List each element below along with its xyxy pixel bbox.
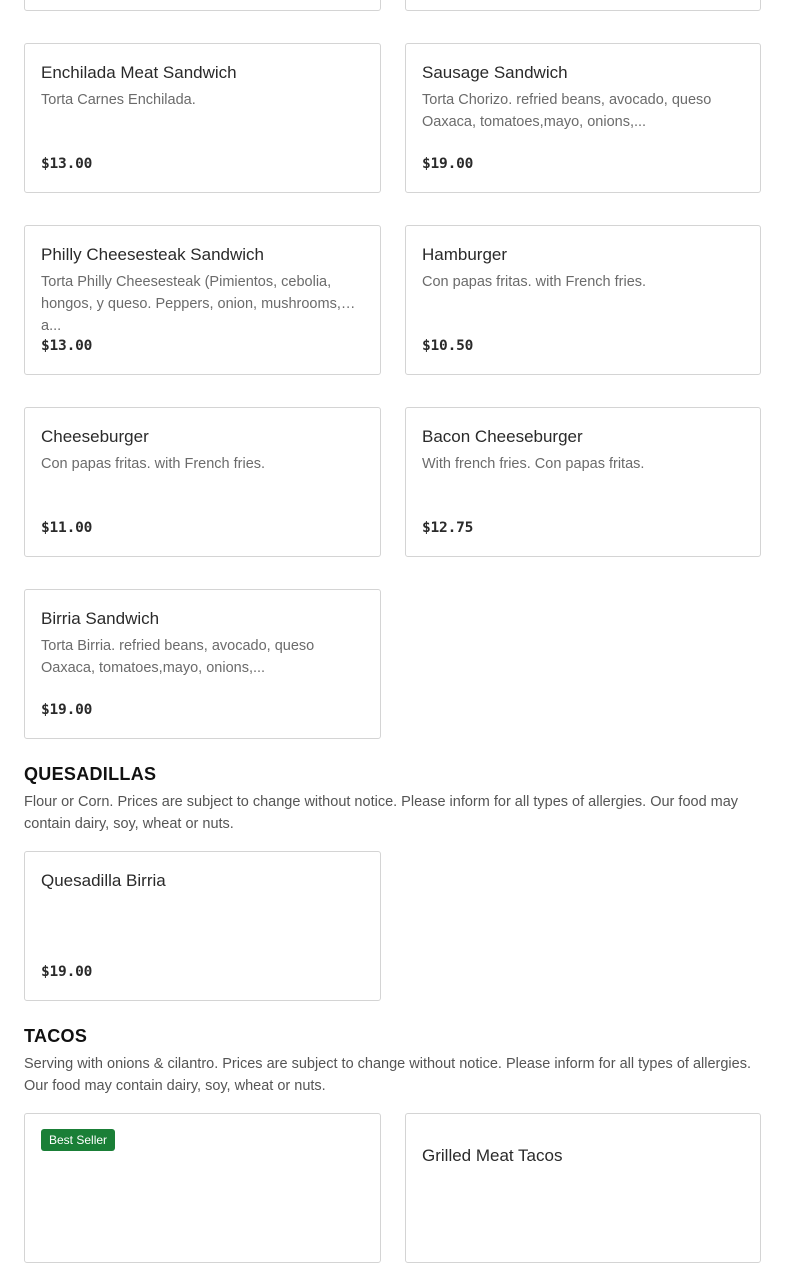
menu-item-price: $10.50 bbox=[422, 338, 474, 354]
menu-item-card[interactable] bbox=[405, 225, 761, 375]
menu-item-price: $13.00 bbox=[41, 338, 93, 354]
menu-item-description: Con papas fritas. with French fries. bbox=[422, 274, 647, 290]
menu-item-description: Torta Philly Cheesesteak (Pimientos, cebolia, hongos, y queso. Peppers, onion, mushrooms, a... bbox=[41, 274, 341, 334]
best-seller-badge: Best Seller bbox=[41, 1129, 115, 1151]
menu-item-card[interactable] bbox=[405, 1113, 761, 1263]
menu-item-description: With french fries. Con papas fritas. bbox=[422, 456, 645, 472]
menu-item-name: Cheeseburger bbox=[41, 427, 149, 446]
section-description-tacos: Serving with onions & cilantro. Prices are subject to change without notice. Please inform for all types of allergies. Our food may contain dairy, soy, wheat or nuts. bbox=[24, 1056, 751, 1094]
menu-item-name: Quesadilla Birria bbox=[41, 871, 166, 890]
menu-item-name: Birria Sandwich bbox=[41, 609, 160, 628]
section-title-quesadillas: QUESADILLAS bbox=[24, 764, 157, 784]
menu-item-name: Philly Cheesesteak Sandwich bbox=[41, 245, 265, 264]
menu-item-price: $19.00 bbox=[41, 702, 93, 718]
menu-item-name: Hamburger bbox=[422, 245, 508, 264]
menu-item-card-partial[interactable] bbox=[24, 0, 381, 11]
menu-item-price: $19.00 bbox=[422, 156, 474, 172]
menu-item-name: Bacon Cheeseburger bbox=[422, 427, 583, 446]
menu-item-card[interactable] bbox=[24, 851, 381, 1001]
menu-item-name: Grilled Meat Tacos bbox=[422, 1146, 563, 1165]
menu-item-price: $19.00 bbox=[41, 964, 93, 980]
menu-item-description: Torta Birria. refried beans, avocado, queso Oaxaca, tomatoes,mayo, onions,... bbox=[41, 638, 315, 676]
menu-item-name: Enchilada Meat Sandwich bbox=[41, 63, 237, 82]
menu-item-price: $13.00 bbox=[41, 156, 93, 172]
menu-item-card[interactable] bbox=[405, 407, 761, 557]
menu-item-card[interactable] bbox=[24, 225, 381, 375]
section-description-quesadillas: Flour or Corn. Prices are subject to change without notice. Please inform for all types of allergies. Our food may contain dairy, soy, wheat or nuts. bbox=[24, 794, 739, 832]
menu-item-card[interactable] bbox=[24, 43, 381, 193]
menu-item-card[interactable] bbox=[24, 1113, 381, 1263]
menu-item-description: Con papas fritas. with French fries. bbox=[41, 456, 266, 472]
section-title-tacos: TACOS bbox=[24, 1026, 88, 1046]
menu-item-card-partial[interactable] bbox=[405, 0, 761, 11]
menu-item-description: Torta Carnes Enchilada. bbox=[41, 92, 196, 108]
menu-item-name: Sausage Sandwich bbox=[422, 63, 568, 82]
menu-item-description: Torta Chorizo. refried beans, avocado, queso Oaxaca, tomatoes,mayo, onions,... bbox=[422, 92, 712, 130]
menu-item-card[interactable] bbox=[24, 407, 381, 557]
menu-item-price: $11.00 bbox=[41, 520, 93, 536]
menu-item-card[interactable] bbox=[405, 43, 761, 193]
menu-item-card[interactable] bbox=[24, 589, 381, 739]
menu-item-price: $12.75 bbox=[422, 520, 474, 536]
